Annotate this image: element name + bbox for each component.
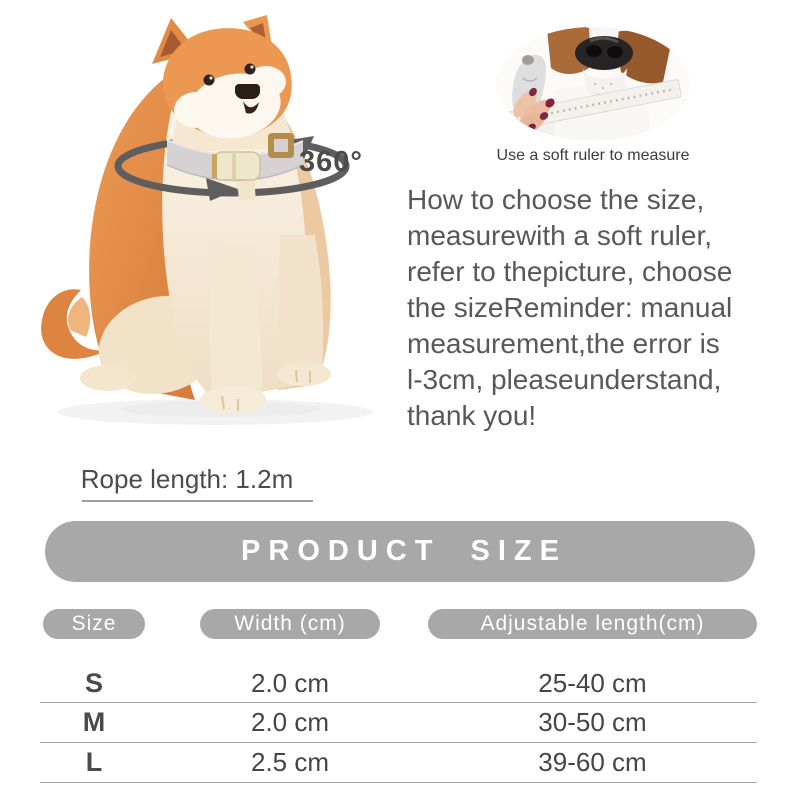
width-cell: 2.5 cm [250,747,330,777]
size-instructions [407,182,792,434]
width-cell: 2.0 cm [250,668,330,698]
column-header-width [200,609,380,639]
table-row [0,668,800,698]
measure-photo-illustration [495,26,691,142]
size-cell: S [84,668,103,698]
instruction-line: the sizeReminder: manual [407,292,733,323]
rope-length-underline [82,500,313,502]
instruction-line: thank you! [407,400,537,431]
column-header-length [428,609,757,639]
column-header-size [43,609,145,639]
row-separator [40,702,757,703]
row-separator [40,782,757,783]
row-separator [40,742,757,743]
width-cell: 2.0 cm [250,707,330,737]
product-size-title: PRODUCT SIZE [241,535,567,567]
table-row [0,707,800,737]
instruction-line: refer to thepicture, choose [407,256,733,287]
column-header-length-label: Adjustable length(cm) [480,612,705,635]
instruction-line: measurement,the error is [407,328,720,359]
dog-illustration [0,0,400,440]
product-size-title-bar [45,521,755,582]
instruction-line: l-3cm, pleaseunderstand, [407,364,722,395]
length-cell: 30-50 cm [538,707,647,737]
instruction-line: measurewith a soft ruler, [407,220,713,251]
length-cell: 25-40 cm [538,668,647,698]
length-cell: 39-60 cm [538,747,647,777]
column-header-size-label: Size [71,612,117,635]
rope-length-label: Rope length: 1.2m [80,464,294,494]
measure-caption: Use a soft ruler to measure [496,147,690,164]
instruction-line: How to choose the size, [407,184,705,215]
size-cell: M [82,707,106,737]
collar-buckle-icon [212,152,260,180]
rotation-360-label: 360° [299,146,363,178]
column-header-width-label: Width (cm) [234,612,346,635]
size-cell: L [85,747,103,777]
table-row [0,747,800,777]
